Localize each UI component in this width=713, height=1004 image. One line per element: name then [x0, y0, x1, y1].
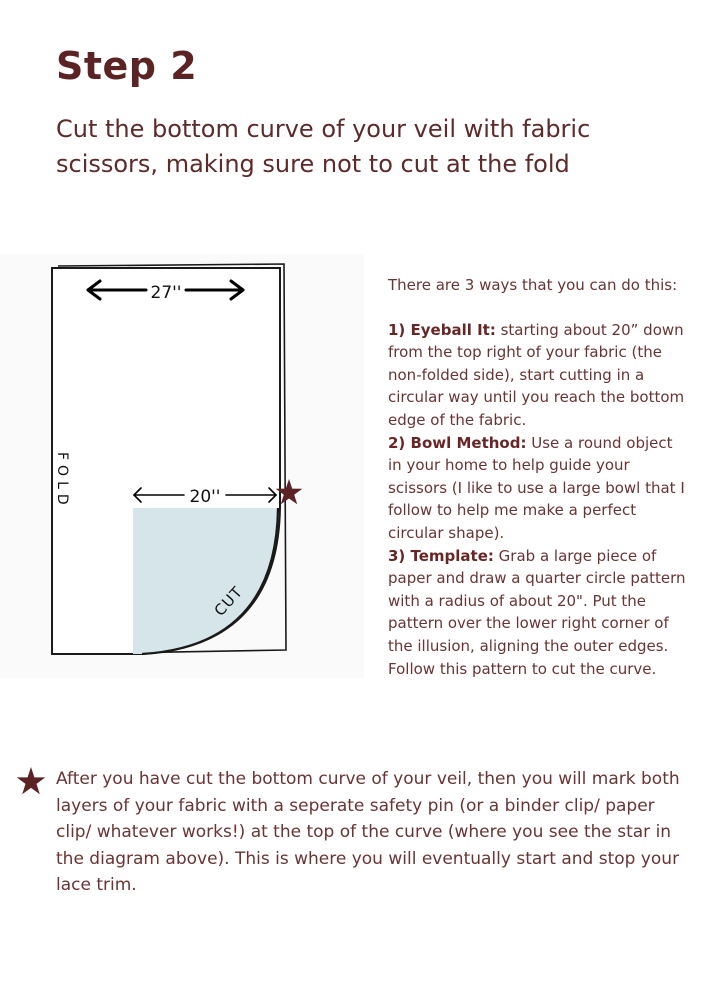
method-text: Grab a large piece of paper and draw a quarter circle pattern with a radius of about 20". Put the pattern over the lower right corner of the illusion, aligning the outer edges. Follow this pattern to cut the curve.: [388, 546, 686, 678]
method-text: starting about 20” down from the top right of your fabric (the non-folded side), start cutting in a circular way until you reach the bottom edge of the fabric.: [388, 320, 685, 429]
quarter-circle-area: [133, 508, 278, 654]
method-label: 1) Eyeball It:: [388, 320, 496, 339]
page-title: Step 2: [56, 44, 198, 88]
methods-intro: There are 3 ways that you can do this:: [388, 276, 678, 294]
fold-label: FOLD: [54, 452, 70, 510]
width-label: 27'': [150, 283, 182, 303]
radius-label: 20'': [189, 487, 221, 507]
method-item: [388, 432, 688, 545]
veil-cutting-diagram: [0, 254, 364, 678]
method-item: [388, 545, 688, 681]
method-label: 2) Bowl Method:: [388, 433, 527, 452]
page-subtitle: Cut the bottom curve of your veil with fabric scissors, making sure not to cut at the fold: [56, 115, 591, 178]
star-icon: [15, 766, 47, 796]
method-item: [388, 319, 688, 432]
star-note: After you have cut the bottom curve of your veil, then you will mark both layers of your fabric with a seperate safety pin (or a binder clip/ paper clip/ whatever works!) at the top of the curve (where you see the star in the diagram above). This is where you will eventually start and stop your lace trim.: [56, 769, 680, 895]
method-label: 3) Template:: [388, 546, 494, 565]
cut-label: CUT: [210, 582, 247, 620]
method-text: Use a round object in your home to help guide your scissors (I like to use a large bowl that I follow to help me make a perfect circular shape).: [388, 433, 685, 542]
methods-list: [388, 274, 688, 680]
